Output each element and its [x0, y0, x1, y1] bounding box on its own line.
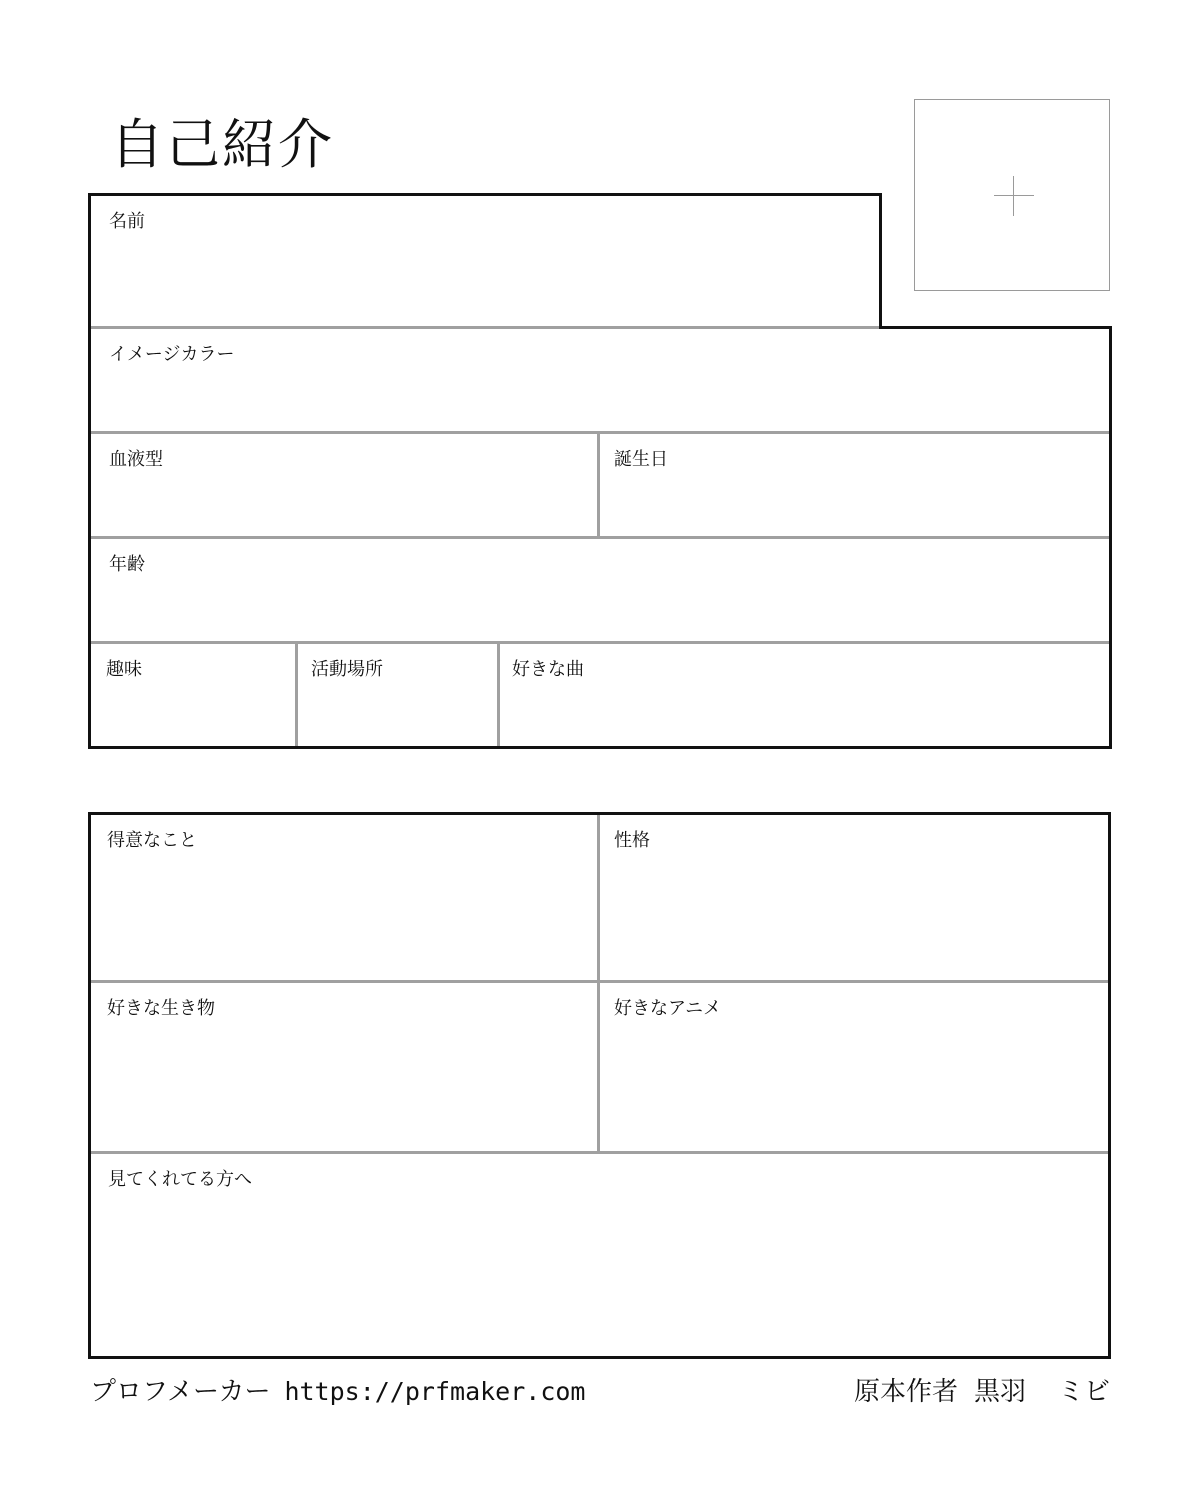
image-color-label: イメージカラー [109, 344, 235, 365]
favorite-anime-label: 好きなアニメ [614, 998, 722, 1019]
author-handle: ミビ [1057, 1377, 1110, 1407]
blood-type-label: 血液型 [109, 449, 163, 470]
maker-name: プロフメーカー [90, 1377, 271, 1407]
age-label: 年齢 [109, 554, 145, 575]
footer-credit [90, 1372, 585, 1412]
favorite-creature-label: 好きな生き物 [107, 998, 215, 1019]
good-at-label: 得意なこと [107, 830, 197, 851]
favorite-creature-field[interactable] [91, 983, 597, 1151]
activity-place-label: 活動場所 [311, 659, 383, 680]
hobby-label: 趣味 [106, 659, 142, 680]
hobby-field[interactable] [91, 644, 295, 746]
photo-upload-box[interactable] [914, 99, 1110, 291]
blood-type-field[interactable] [91, 434, 597, 536]
activity-place-field[interactable] [298, 644, 497, 746]
author-label: 原本作者 [853, 1377, 958, 1407]
personality-field[interactable] [600, 815, 1108, 980]
message-field[interactable] [91, 1154, 1108, 1356]
name-label: 名前 [109, 211, 145, 232]
birthday-field[interactable] [600, 434, 1109, 536]
name-field[interactable] [91, 196, 879, 326]
footer-author [838, 1372, 1110, 1412]
page-title: 自己紹介 [110, 113, 334, 176]
plus-icon [994, 195, 1034, 196]
image-color-field[interactable] [91, 329, 1109, 431]
birthday-label: 誕生日 [614, 449, 668, 470]
personality-label: 性格 [614, 830, 650, 851]
message-label: 見てくれてる方へ [108, 1169, 252, 1190]
maker-url-link[interactable]: https://prfmaker.com [284, 1377, 586, 1406]
favorite-song-label: 好きな曲 [512, 659, 584, 680]
favorite-song-field[interactable] [500, 644, 1109, 746]
age-field[interactable] [91, 539, 1109, 641]
good-at-field[interactable] [91, 815, 597, 980]
author-name: 黒羽 [973, 1377, 1026, 1407]
favorite-anime-field[interactable] [600, 983, 1108, 1151]
